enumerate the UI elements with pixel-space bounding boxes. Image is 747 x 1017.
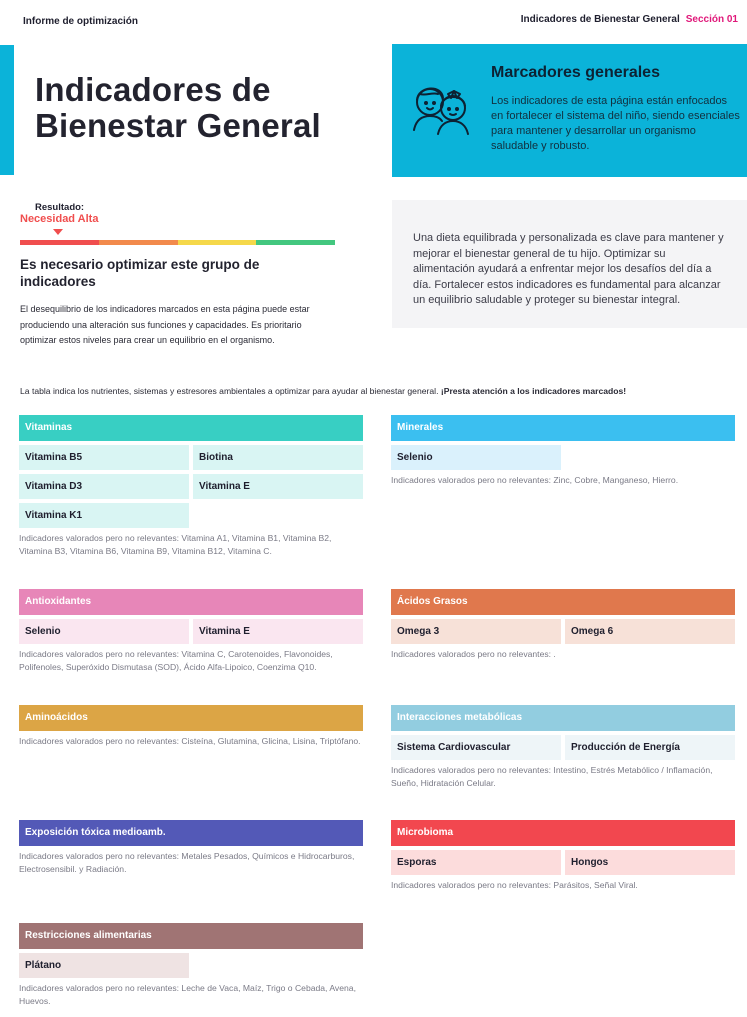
section-header: Minerales — [391, 415, 735, 441]
indicator-chip: Omega 3 — [391, 619, 561, 644]
section-microbioma — [391, 820, 735, 892]
not-relevant-note: Indicadores valorados pero no relevantes: . — [391, 649, 556, 659]
indicator-chip: Plátano — [19, 953, 189, 978]
section-aminoacidos — [19, 705, 363, 748]
indicator-chip: Vitamina K1 — [19, 503, 189, 528]
indicator-grid — [391, 445, 735, 470]
indicator-chip: Vitamina B5 — [19, 445, 189, 470]
not-relevant-note: Indicadores valorados pero no relevantes: Metales Pesados, Químicos e Hidrocarburos, Electrosensibil. y Radiación. — [19, 851, 355, 874]
result-scale — [20, 240, 335, 245]
section-vitaminas — [19, 415, 363, 558]
section-header: Aminoácidos — [19, 705, 363, 731]
not-relevant-note: Indicadores valorados pero no relevantes: Vitamina C, Carotenoides, Flavonoides, Polifenoles, Superóxido Dismutasa (SOD), Ácido Alfa-Lipoico, Coenzima Q10. — [19, 649, 333, 672]
indicator-chip: Producción de Energía — [565, 735, 735, 760]
indicator-grid — [19, 953, 363, 978]
general-markers-card — [392, 44, 747, 177]
scale-segment — [256, 240, 335, 245]
children-faces-icon — [408, 72, 474, 138]
indicator-chip: Sistema Cardiovascular — [391, 735, 561, 760]
section-header: Exposición tóxica medioamb. — [19, 820, 363, 846]
section-header: Interacciones metabólicas — [391, 705, 735, 731]
indicator-grid — [391, 619, 735, 644]
section-acidos-grasos — [391, 589, 735, 661]
indicator-chip: Vitamina E — [193, 619, 363, 644]
section-restricciones — [19, 923, 363, 1008]
table-intro: La tabla indica los nutrientes, sistemas y estresores ambientales a optimizar para ayudar al bienestar general. ¡Presta atención a los indicadores marcados! — [20, 386, 627, 396]
indicator-chip: Vitamina D3 — [19, 474, 189, 499]
not-relevant-note: Indicadores valorados pero no relevantes: Intestino, Estrés Metabólico / Inflamación, Sueño, Hidratación Celular. — [391, 765, 713, 788]
indicator-chip: Vitamina E — [193, 474, 363, 499]
indicator-chip: Omega 6 — [565, 619, 735, 644]
section-minerales — [391, 415, 735, 487]
section-interacciones — [391, 705, 735, 790]
page-header — [521, 14, 738, 25]
result-value: Necesidad Alta — [20, 213, 99, 225]
indicator-chip: Selenio — [391, 445, 561, 470]
diet-text: Una dieta equilibrada y personalizada es clave para mantener y mejorar el bienestar general de tu hijo. Optimizar su alimentación ayudará a enfrentar mejor los desafíos del día a día. Fortalecer estos indicadores es fundamental para alcanzar un equilibrio saludable y proteger su bienestar integral. — [413, 232, 724, 306]
indicator-chip: Hongos — [565, 850, 735, 875]
indicator-chip: Biotina — [193, 445, 363, 470]
result-pointer-icon — [53, 229, 63, 235]
indicator-chip: Esporas — [391, 850, 561, 875]
page-label: Indicadores de Bienestar General — [520, 14, 680, 25]
section-exposicion — [19, 820, 363, 876]
report-label: Informe de optimización — [23, 16, 139, 27]
indicator-grid — [391, 850, 735, 875]
diet-card — [392, 200, 747, 328]
scale-segment — [178, 240, 257, 245]
not-relevant-note: Indicadores valorados pero no relevantes: Parásitos, Señal Viral. — [391, 880, 638, 890]
indicator-grid — [391, 735, 735, 760]
general-markers-body: Los indicadores de esta página están enfocados en fortalecer el sistema del niño, siendo esenciales para mantener y desarrollar un organismo saludable y robusto. — [491, 95, 740, 152]
result-label: Resultado: — [35, 202, 85, 213]
section-header: Antioxidantes — [19, 589, 363, 615]
section-label: Sección 01 — [685, 14, 738, 25]
page-title: Indicadores de Bienestar General — [35, 71, 321, 144]
scale-segment — [20, 240, 99, 245]
indicator-grid — [19, 619, 363, 644]
accent-bar — [0, 45, 14, 175]
section-header: Vitaminas — [19, 415, 363, 441]
not-relevant-note: Indicadores valorados pero no relevantes: Vitamina A1, Vitamina B1, Vitamina B2, Vitamina B3, Vitamina B6, Vitamina B9, Vitamina B12, Vitamina C. — [19, 533, 332, 556]
optimize-body: El desequilibrio de los indicadores marcados en esta página puede estar produciendo una alteración sus funciones y capacidades. Es prioritario optimizar estos niveles para crear un equilibrio en el organismo. — [20, 304, 310, 345]
section-header: Ácidos Grasos — [391, 589, 735, 615]
section-header: Restricciones alimentarias — [19, 923, 363, 949]
section-header: Microbioma — [391, 820, 735, 846]
indicator-grid — [19, 445, 363, 528]
general-markers-title: Marcadores generales — [491, 64, 660, 81]
not-relevant-note: Indicadores valorados pero no relevantes: Cisteína, Glutamina, Glicina, Lisina, Triptófano. — [19, 736, 361, 746]
optimize-title: Es necesario optimizar este grupo de indicadores — [20, 257, 260, 289]
not-relevant-note: Indicadores valorados pero no relevantes: Zinc, Cobre, Manganeso, Hierro. — [391, 475, 679, 485]
scale-segment — [99, 240, 178, 245]
not-relevant-note: Indicadores valorados pero no relevantes: Leche de Vaca, Maíz, Trigo o Cebada, Avena, Huevos. — [19, 983, 356, 1006]
section-antioxidantes — [19, 589, 363, 674]
indicator-chip: Selenio — [19, 619, 189, 644]
